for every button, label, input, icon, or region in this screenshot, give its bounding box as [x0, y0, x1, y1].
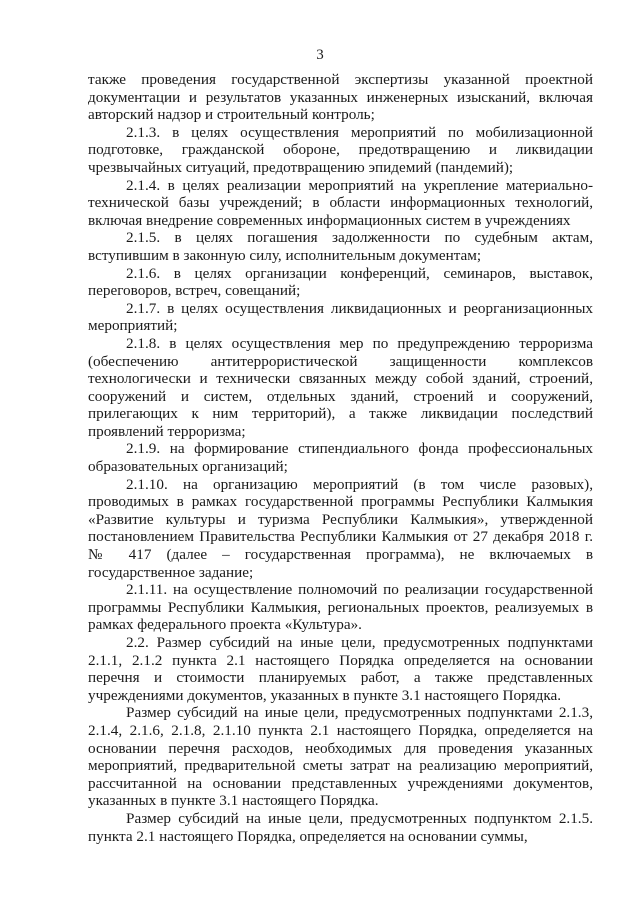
paragraph-2-1-3: 2.1.3. в целях осуществления мероприятий по мобилизационной подготовке, гражданской обороне, предотвращению и ликвидации чрезвычайных ситуаций, предотвращению эпидемий (пандемий); — [88, 123, 593, 176]
paragraph-2-2: 2.2. Размер субсидий на иные цели, предусмотренных подпунктами 2.1.1, 2.1.2 пункта 2.1 настоящего Порядка определяется на основании перечня и стоимости планируемых работ, а также представленных учреждениями документов, указанных в пункте 3.1 настоящего Порядка. — [88, 634, 593, 704]
paragraph-2-1-6: 2.1.6. в целях организации конференций, семинаров, выставок, переговоров, встреч, совещаний; — [88, 264, 593, 300]
paragraph-2-1-11: 2.1.11. на осуществление полномочий по реализации государственной программы Республики Калмыкия, региональных проектов, реализуемых в рамках федерального проекта «Культура». — [88, 581, 593, 634]
paragraph-2-1-8: 2.1.8. в целях осуществления мер по предупреждению терроризма (обеспечению антитеррористической защищенности комплексов технологически и технически связанных между собой зданий, строений, сооружений и систем, отдельных зданий, строений и сооружений, прилегающих к ним территорий), а также ликвидации последствий проявлений терроризма; — [88, 334, 593, 440]
document-body — [88, 71, 593, 845]
paragraph-2-1-5: 2.1.5. в целях погашения задолженности по судебным актам, вступившим в законную силу, исполнительным документам; — [88, 229, 593, 264]
paragraph-2-1-4: 2.1.4. в целях реализации мероприятий на укрепление материально-технической базы учреждений; в области информационных технологий, включая внедрение современных информационных систем в учреждениях — [88, 176, 593, 229]
paragraph-2-1-9: 2.1.9. на формирование стипендиального фонда профессиональных образовательных организаций; — [88, 440, 593, 476]
paragraph-1: также проведения государственной экспертизы указанной проектной документации и результатов указанных инженерных изысканий, включая авторский надзор и строительный контроль; — [88, 71, 593, 124]
paragraph-subsidy-size-3: Размер субсидий на иные цели, предусмотренных подпунктом 2.1.5. пункта 2.1 настоящего Порядка, определяется на основании суммы, — [88, 809, 593, 845]
paragraph-subsidy-size-2: Размер субсидий на иные цели, предусмотренных подпунктами 2.1.3, 2.1.4, 2.1.6, 2.1.8, 2.1.10 пункта 2.1 настоящего Порядка, определяется на основании перечня расходов, необходимых для проведения указанных мероприятий, предварительной сметы затрат на реализацию мероприятий, рассчитанной на основании представленных учреждениями документов, указанных в пункте 3.1 настоящего Порядка. — [88, 704, 593, 810]
paragraph-2-1-10: 2.1.10. на организацию мероприятий (в том числе разовых), проводимых в рамках государственной программы Республики Калмыкия «Развитие культуры и туризма Республики Калмыкия», утвержденной постановлением Правительства Республики Калмыкия от 27 декабря 2018 г. № 417 (далее – государственная программа), не включаемых в государственное задание; — [88, 475, 593, 581]
page-number: 3 — [316, 47, 324, 63]
paragraph-2-1-7: 2.1.7. в целях осуществления ликвидационных и реорганизационных мероприятий; — [88, 299, 593, 335]
